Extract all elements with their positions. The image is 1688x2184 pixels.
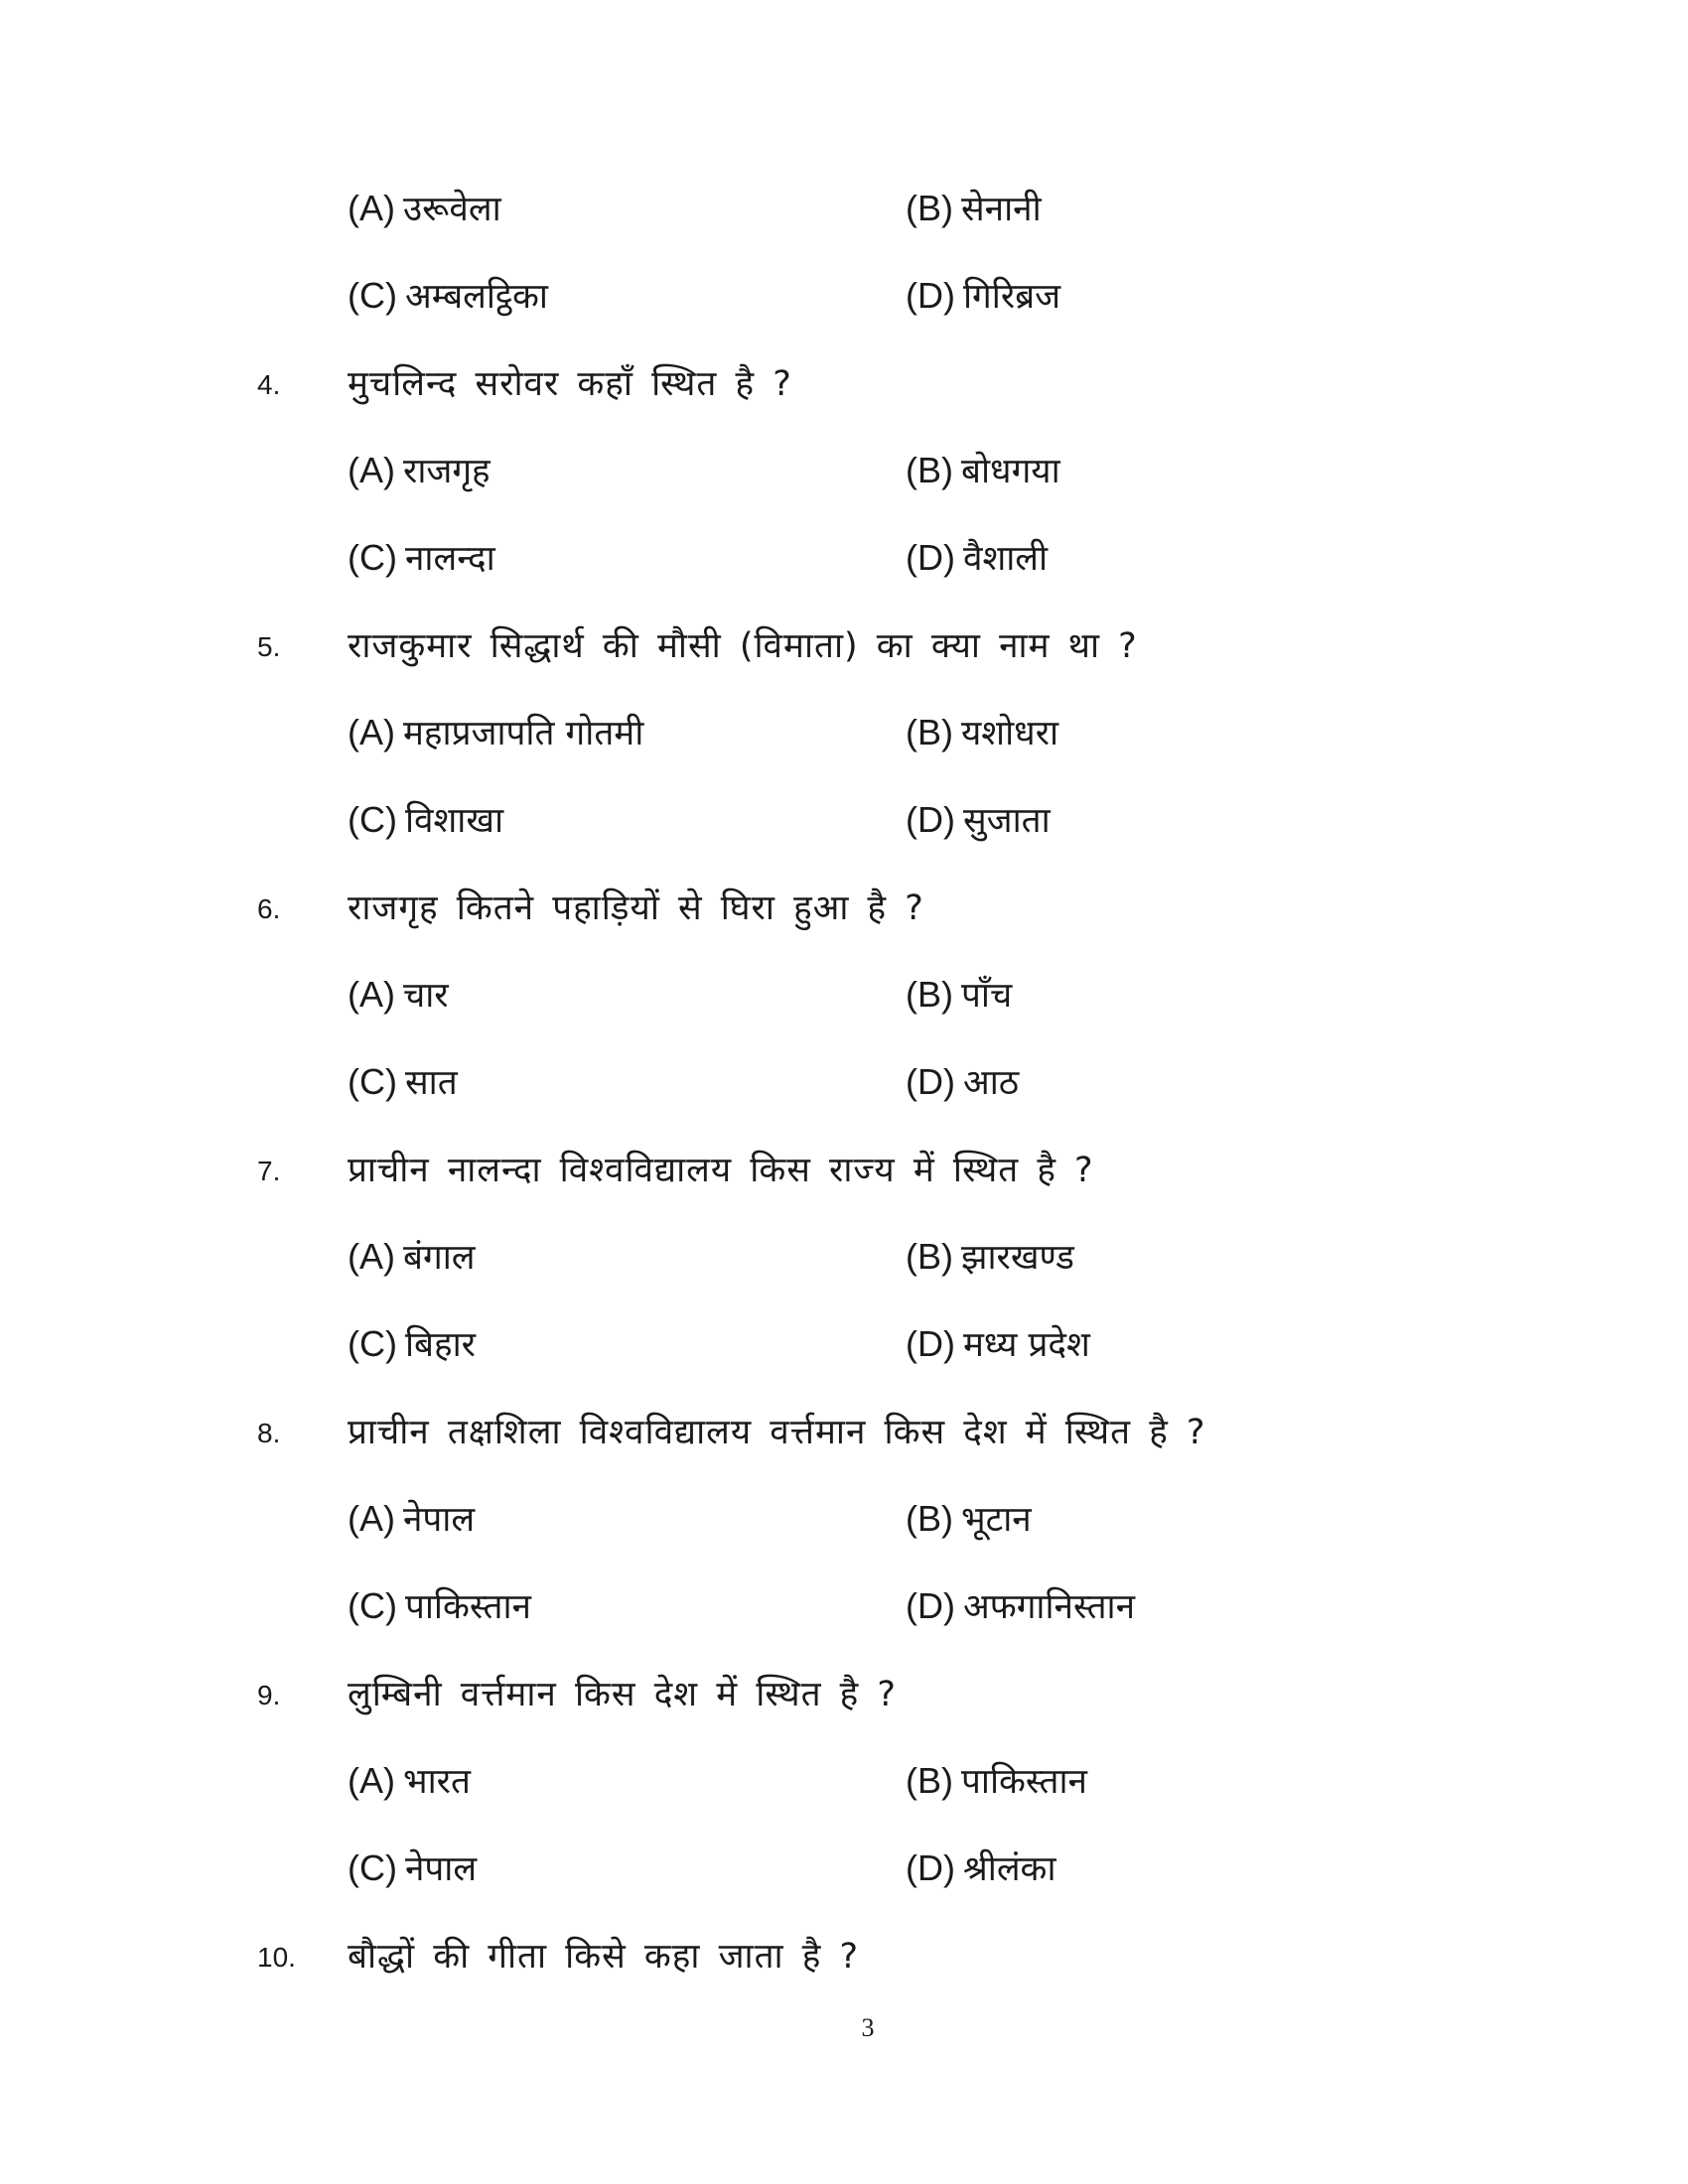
option-letter: (B) bbox=[906, 188, 953, 228]
option-b bbox=[906, 447, 1060, 493]
option-b bbox=[906, 1233, 1074, 1280]
option-text: सुजाता bbox=[962, 801, 1051, 841]
question-number: 10. bbox=[257, 1942, 296, 1973]
question bbox=[0, 880, 1688, 939]
option-a bbox=[348, 1757, 471, 1804]
question-text: राजगृह कितने पहाड़ियों से घिरा हुआ है ? bbox=[348, 888, 924, 928]
option-row bbox=[0, 530, 1688, 590]
option-text: उरूवेला bbox=[403, 190, 501, 229]
option-letter: (D) bbox=[906, 799, 955, 840]
option-c bbox=[348, 1582, 531, 1629]
option-letter: (A) bbox=[348, 712, 395, 752]
option-row bbox=[0, 1054, 1688, 1114]
option-text: नेपाल bbox=[403, 1500, 476, 1540]
option-letter: (A) bbox=[348, 450, 395, 490]
option-letter: (D) bbox=[906, 275, 955, 316]
option-letter: (A) bbox=[348, 1760, 395, 1801]
question-number: 9. bbox=[257, 1680, 281, 1710]
question-number: 5. bbox=[257, 631, 281, 662]
question-number: 4. bbox=[257, 369, 281, 400]
option-text: बोधगया bbox=[961, 452, 1060, 491]
option-d bbox=[906, 534, 1048, 581]
option-text: पाकिस्तान bbox=[404, 1587, 531, 1627]
question bbox=[0, 1142, 1688, 1201]
question-text: प्राचीन नालन्दा विश्वविद्यालय किस राज्य में स्थित है ? bbox=[348, 1151, 1094, 1190]
option-text: चार bbox=[403, 976, 449, 1016]
option-letter: (B) bbox=[906, 974, 953, 1015]
option-a bbox=[348, 447, 491, 493]
option-b bbox=[906, 1757, 1087, 1804]
option-text: अफगानिस्तान bbox=[962, 1587, 1136, 1627]
option-text: अम्बलट्ठिका bbox=[404, 277, 548, 317]
option-text: विशाखा bbox=[404, 801, 504, 841]
option-text: पाकिस्तान bbox=[961, 1762, 1087, 1802]
option-c bbox=[348, 1320, 476, 1367]
option-row bbox=[0, 1229, 1688, 1289]
option-b bbox=[906, 185, 1042, 231]
question-number: 6. bbox=[257, 893, 281, 924]
option-b bbox=[906, 709, 1058, 755]
option-letter: (C) bbox=[348, 1323, 397, 1364]
option-text: वैशाली bbox=[962, 539, 1049, 579]
option-text: नालन्दा bbox=[404, 539, 495, 579]
option-d bbox=[906, 1582, 1135, 1629]
option-letter: (B) bbox=[906, 1498, 953, 1539]
option-b bbox=[906, 1495, 1032, 1542]
option-letter: (C) bbox=[348, 799, 397, 840]
option-text: राजगृह bbox=[403, 452, 491, 491]
option-text: भूटान bbox=[961, 1500, 1032, 1540]
option-a bbox=[348, 709, 643, 755]
option-row bbox=[0, 1491, 1688, 1551]
question bbox=[0, 617, 1688, 677]
option-c bbox=[348, 272, 548, 319]
option-letter: (A) bbox=[348, 1498, 395, 1539]
question-number: 7. bbox=[257, 1156, 281, 1186]
option-text: आठ bbox=[962, 1063, 1020, 1103]
option-text: मध्य प्रदेश bbox=[962, 1325, 1090, 1365]
option-row bbox=[0, 443, 1688, 502]
option-letter: (C) bbox=[348, 1061, 397, 1102]
option-row bbox=[0, 181, 1688, 240]
option-letter: (A) bbox=[348, 974, 395, 1015]
question-text: लुम्बिनी वर्त्तमान किस देश में स्थित है ? bbox=[348, 1675, 897, 1714]
option-letter: (C) bbox=[348, 1847, 397, 1888]
option-letter: (D) bbox=[906, 1061, 955, 1102]
option-row bbox=[0, 792, 1688, 852]
option-text: सात bbox=[404, 1063, 458, 1103]
option-d bbox=[906, 796, 1051, 843]
option-c bbox=[348, 534, 495, 581]
option-a bbox=[348, 1495, 475, 1542]
option-letter: (C) bbox=[348, 1585, 397, 1626]
option-row bbox=[0, 1578, 1688, 1638]
option-text: भारत bbox=[403, 1762, 471, 1802]
option-c bbox=[348, 1844, 477, 1891]
option-letter: (B) bbox=[906, 712, 953, 752]
option-letter: (A) bbox=[348, 1236, 395, 1277]
option-row bbox=[0, 268, 1688, 328]
option-row bbox=[0, 967, 1688, 1026]
option-text: सेनानी bbox=[961, 190, 1042, 229]
question bbox=[0, 1404, 1688, 1463]
option-a bbox=[348, 1233, 476, 1280]
question-text: राजकुमार सिद्धार्थ की मौसी (विमाता) का क्या नाम था ? bbox=[348, 626, 1138, 666]
option-d bbox=[906, 1058, 1019, 1105]
page-number: 3 bbox=[861, 2013, 875, 2042]
option-d bbox=[906, 1844, 1056, 1891]
option-letter: (C) bbox=[348, 275, 397, 316]
option-text: बिहार bbox=[404, 1325, 476, 1365]
option-text: झारखण्ड bbox=[961, 1238, 1074, 1278]
option-b bbox=[906, 971, 1012, 1018]
option-d bbox=[906, 272, 1060, 319]
question bbox=[0, 355, 1688, 415]
option-c bbox=[348, 796, 503, 843]
option-letter: (D) bbox=[906, 537, 955, 578]
option-letter: (B) bbox=[906, 450, 953, 490]
question-text: बौद्धों की गीता किसे कहा जाता है ? bbox=[348, 1937, 860, 1977]
option-text: गिरिब्रज bbox=[962, 277, 1061, 317]
question-text: प्राचीन तक्षशिला विश्वविद्यालय वर्त्तमान किस देश में स्थित है ? bbox=[348, 1413, 1206, 1452]
option-row bbox=[0, 1316, 1688, 1376]
option-text: बंगाल bbox=[403, 1238, 476, 1278]
option-letter: (D) bbox=[906, 1585, 955, 1626]
option-a bbox=[348, 185, 501, 231]
option-text: पाँच bbox=[961, 976, 1013, 1016]
option-d bbox=[906, 1320, 1090, 1367]
option-letter: (D) bbox=[906, 1847, 955, 1888]
question bbox=[0, 1666, 1688, 1725]
option-text: श्रीलंका bbox=[962, 1849, 1056, 1889]
question bbox=[0, 1928, 1688, 1987]
option-letter: (B) bbox=[906, 1236, 953, 1277]
question-text: मुचलिन्द सरोवर कहाँ स्थित है ? bbox=[348, 364, 792, 404]
option-text: महाप्रजापति गोतमी bbox=[403, 714, 644, 753]
option-letter: (C) bbox=[348, 537, 397, 578]
option-row bbox=[0, 705, 1688, 764]
option-c bbox=[348, 1058, 458, 1105]
option-row bbox=[0, 1753, 1688, 1813]
option-row bbox=[0, 1841, 1688, 1900]
option-a bbox=[348, 971, 449, 1018]
option-text: नेपाल bbox=[404, 1849, 478, 1889]
question-number: 8. bbox=[257, 1418, 281, 1448]
option-letter: (A) bbox=[348, 188, 395, 228]
option-text: यशोधरा bbox=[961, 714, 1059, 753]
option-letter: (D) bbox=[906, 1323, 955, 1364]
option-letter: (B) bbox=[906, 1760, 953, 1801]
